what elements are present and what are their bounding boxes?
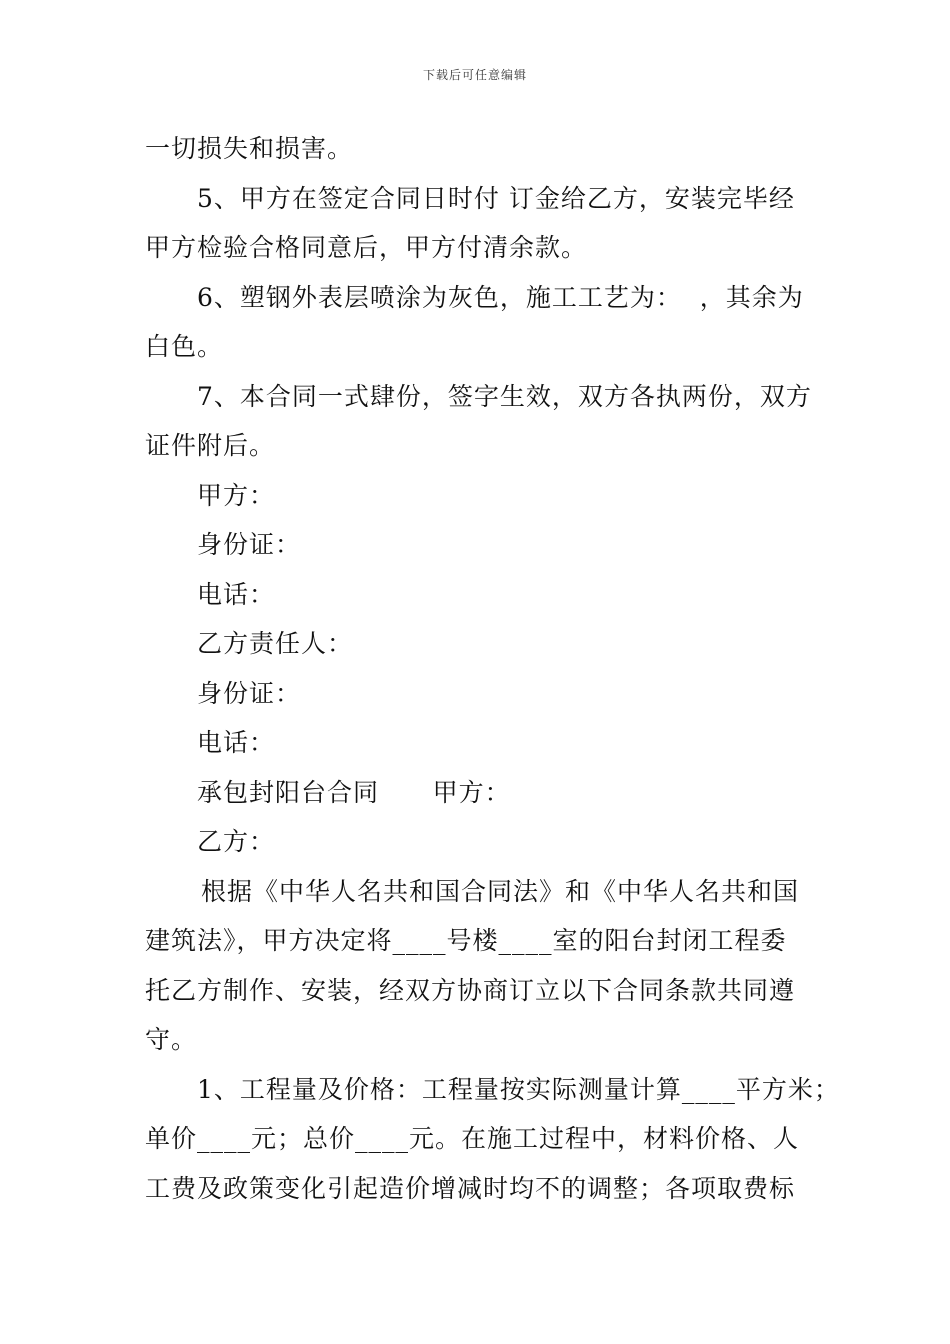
id-card-label: 身份证： [197,530,302,559]
phone-label: 电话： [197,728,276,757]
contract-title-line: 承包封阳台合同 甲方： [197,777,511,807]
id-card-label: 身份证： [197,678,302,708]
party-b-label: 乙方： [197,827,276,856]
text-line: 5、甲方在签定合同日时付 订金给乙方，安装完毕经 [197,183,795,213]
text-line: 建筑法》，甲方决定将____号楼____室的阳台封闭工程委 [145,926,787,955]
text-line: 1、工程量及价格：工程量按实际测量计算____平方米； [197,1074,840,1104]
text-line: 守。 [145,1025,198,1054]
page-header: 下载后可任意编辑 [422,68,527,82]
text-line: 托乙方制作、安装，经双方协商订立以下合同条款共同遵 [145,975,796,1005]
text-line: 白色。 [145,332,224,361]
text-line: 根据《中华人名共和国合同法》和《中华人名共和国 [201,876,800,906]
text-line: 单价____元；总价____元。在施工过程中，材料价格、人 [145,1124,800,1153]
document-body [145,124,840,1213]
text-line: 证件附后。 [145,431,276,460]
text-line: 工费及政策变化引起造价增减时均不的调整；各项取费标 [145,1173,796,1203]
party-a-label: 甲方： [197,480,276,510]
text-line: 6、塑钢外表层喷涂为灰色，施工工艺为： ，其余为 [197,282,804,312]
phone-label: 电话： [197,579,276,609]
party-b-responsible-label: 乙方责任人： [197,629,354,658]
text-line: 甲方检验合格同意后，甲方付清余款。 [145,233,588,262]
text-line: 一切损失和损害。 [145,134,354,163]
text-line: 7、本合同一式肆份，签字生效，双方各执两份，双方 [197,381,812,411]
